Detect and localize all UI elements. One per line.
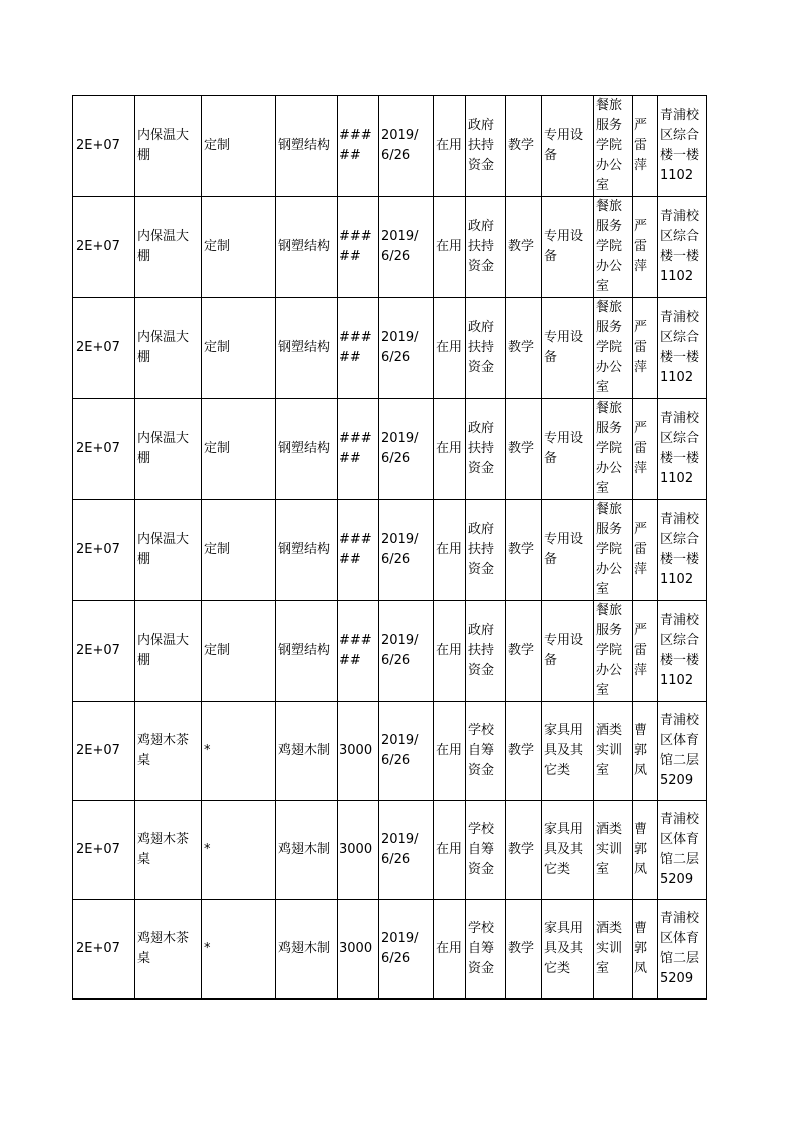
table-row: [73, 702, 707, 801]
cell-category: 家具用具及其它类: [542, 900, 594, 1000]
cell-asset-name: 内保温大棚: [135, 96, 202, 197]
cell-category: 家具用具及其它类: [542, 702, 594, 801]
cell-custodian: 严雷萍: [633, 197, 658, 298]
cell-status: 在用: [434, 298, 466, 399]
cell-usage: 教学: [506, 399, 542, 500]
cell-funding-source: 学校自筹资金: [466, 801, 506, 900]
cell-price: #####: [338, 500, 379, 601]
cell-status: 在用: [434, 900, 466, 1000]
cell-usage: 教学: [506, 197, 542, 298]
cell-status: 在用: [434, 96, 466, 197]
cell-price: 3000: [338, 900, 379, 1000]
cell-status: 在用: [434, 801, 466, 900]
cell-location: 青浦校区综合楼一楼1102: [658, 601, 707, 702]
cell-custodian: 严雷萍: [633, 399, 658, 500]
cell-asset-name: 内保温大棚: [135, 399, 202, 500]
cell-category: 专用设备: [542, 298, 594, 399]
cell-usage: 教学: [506, 500, 542, 601]
cell-department: 餐旅服务学院办公室: [594, 298, 633, 399]
cell-funding-source: 政府扶持资金: [466, 500, 506, 601]
cell-model: *: [202, 900, 276, 1000]
cell-price: #####: [338, 298, 379, 399]
cell-model: 定制: [202, 500, 276, 601]
cell-status: 在用: [434, 399, 466, 500]
cell-model: 定制: [202, 197, 276, 298]
cell-status: 在用: [434, 601, 466, 702]
cell-funding-source: 政府扶持资金: [466, 399, 506, 500]
cell-model: *: [202, 801, 276, 900]
cell-acquired-date: 2019/6/26: [379, 96, 434, 197]
cell-asset-code: 2E+07: [73, 801, 135, 900]
cell-asset-code: 2E+07: [73, 601, 135, 702]
table-row: [73, 96, 707, 197]
cell-spec: 钢塑结构: [276, 298, 338, 399]
cell-department: 餐旅服务学院办公室: [594, 601, 633, 702]
cell-usage: 教学: [506, 801, 542, 900]
cell-location: 青浦校区综合楼一楼1102: [658, 197, 707, 298]
cell-asset-code: 2E+07: [73, 500, 135, 601]
cell-department: 酒类实训室: [594, 801, 633, 900]
cell-category: 专用设备: [542, 197, 594, 298]
table-body: [73, 96, 707, 1000]
cell-location: 青浦校区体育馆二层5209: [658, 702, 707, 801]
cell-price: #####: [338, 96, 379, 197]
cell-location: 青浦校区综合楼一楼1102: [658, 500, 707, 601]
cell-department: 餐旅服务学院办公室: [594, 96, 633, 197]
cell-acquired-date: 2019/6/26: [379, 298, 434, 399]
cell-department: 餐旅服务学院办公室: [594, 399, 633, 500]
cell-location: 青浦校区综合楼一楼1102: [658, 399, 707, 500]
table-row: [73, 197, 707, 298]
cell-location: 青浦校区综合楼一楼1102: [658, 298, 707, 399]
cell-department: 餐旅服务学院办公室: [594, 197, 633, 298]
cell-spec: 钢塑结构: [276, 197, 338, 298]
cell-model: 定制: [202, 399, 276, 500]
cell-asset-name: 鸡翅木茶桌: [135, 702, 202, 801]
cell-acquired-date: 2019/6/26: [379, 399, 434, 500]
cell-asset-name: 内保温大棚: [135, 298, 202, 399]
cell-category: 专用设备: [542, 96, 594, 197]
cell-custodian: 曹郭凤: [633, 801, 658, 900]
table-row: [73, 801, 707, 900]
cell-custodian: 曹郭凤: [633, 900, 658, 1000]
cell-custodian: 曹郭凤: [633, 702, 658, 801]
cell-spec: 鸡翅木制: [276, 702, 338, 801]
cell-funding-source: 政府扶持资金: [466, 197, 506, 298]
cell-funding-source: 政府扶持资金: [466, 601, 506, 702]
cell-usage: 教学: [506, 900, 542, 1000]
cell-price: #####: [338, 601, 379, 702]
cell-status: 在用: [434, 197, 466, 298]
cell-asset-code: 2E+07: [73, 96, 135, 197]
cell-status: 在用: [434, 702, 466, 801]
cell-model: 定制: [202, 298, 276, 399]
cell-asset-name: 内保温大棚: [135, 197, 202, 298]
cell-usage: 教学: [506, 298, 542, 399]
cell-category: 专用设备: [542, 500, 594, 601]
cell-spec: 钢塑结构: [276, 500, 338, 601]
cell-custodian: 严雷萍: [633, 298, 658, 399]
cell-acquired-date: 2019/6/26: [379, 801, 434, 900]
cell-model: *: [202, 702, 276, 801]
cell-funding-source: 学校自筹资金: [466, 900, 506, 1000]
cell-location: 青浦校区体育馆二层5209: [658, 900, 707, 1000]
cell-custodian: 严雷萍: [633, 500, 658, 601]
cell-category: 专用设备: [542, 399, 594, 500]
cell-department: 酒类实训室: [594, 702, 633, 801]
cell-funding-source: 学校自筹资金: [466, 702, 506, 801]
cell-spec: 钢塑结构: [276, 399, 338, 500]
cell-acquired-date: 2019/6/26: [379, 601, 434, 702]
cell-asset-name: 鸡翅木茶桌: [135, 900, 202, 1000]
cell-price: 3000: [338, 702, 379, 801]
cell-spec: 鸡翅木制: [276, 900, 338, 1000]
cell-model: 定制: [202, 601, 276, 702]
cell-location: 青浦校区综合楼一楼1102: [658, 96, 707, 197]
table-row: [73, 900, 707, 1000]
cell-custodian: 严雷萍: [633, 96, 658, 197]
table-row: [73, 298, 707, 399]
cell-category: 专用设备: [542, 601, 594, 702]
cell-spec: 钢塑结构: [276, 601, 338, 702]
cell-usage: 教学: [506, 702, 542, 801]
cell-location: 青浦校区体育馆二层5209: [658, 801, 707, 900]
cell-price: #####: [338, 197, 379, 298]
cell-asset-name: 内保温大棚: [135, 500, 202, 601]
cell-asset-code: 2E+07: [73, 399, 135, 500]
cell-funding-source: 政府扶持资金: [466, 298, 506, 399]
cell-funding-source: 政府扶持资金: [466, 96, 506, 197]
cell-asset-code: 2E+07: [73, 702, 135, 801]
table-row: [73, 500, 707, 601]
table-row: [73, 601, 707, 702]
cell-price: 3000: [338, 801, 379, 900]
cell-category: 家具用具及其它类: [542, 801, 594, 900]
cell-acquired-date: 2019/6/26: [379, 500, 434, 601]
cell-asset-code: 2E+07: [73, 298, 135, 399]
cell-asset-name: 鸡翅木茶桌: [135, 801, 202, 900]
cell-asset-name: 内保温大棚: [135, 601, 202, 702]
cell-department: 餐旅服务学院办公室: [594, 500, 633, 601]
cell-spec: 鸡翅木制: [276, 801, 338, 900]
table-row: [73, 399, 707, 500]
cell-acquired-date: 2019/6/26: [379, 900, 434, 1000]
cell-model: 定制: [202, 96, 276, 197]
cell-usage: 教学: [506, 601, 542, 702]
cell-custodian: 严雷萍: [633, 601, 658, 702]
cell-status: 在用: [434, 500, 466, 601]
cell-department: 酒类实训室: [594, 900, 633, 1000]
cell-price: #####: [338, 399, 379, 500]
cell-acquired-date: 2019/6/26: [379, 197, 434, 298]
asset-table: [72, 95, 707, 1000]
cell-spec: 钢塑结构: [276, 96, 338, 197]
cell-asset-code: 2E+07: [73, 900, 135, 1000]
cell-acquired-date: 2019/6/26: [379, 702, 434, 801]
cell-usage: 教学: [506, 96, 542, 197]
cell-asset-code: 2E+07: [73, 197, 135, 298]
